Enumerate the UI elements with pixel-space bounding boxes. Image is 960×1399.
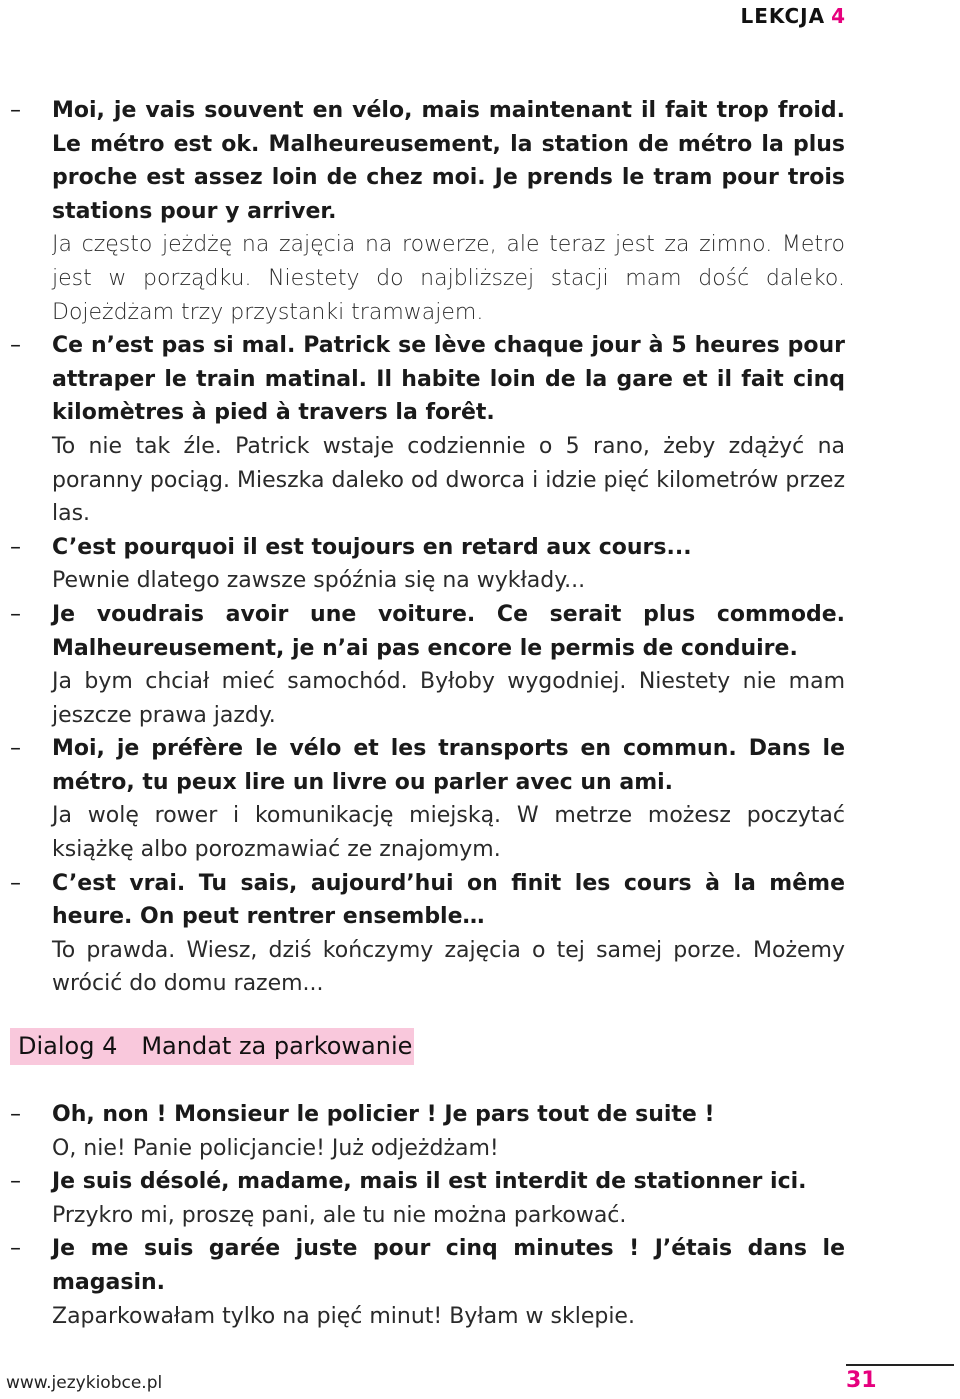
french-line: Oh, non ! Monsieur le policier ! Je pars tout de suite ! <box>52 1102 715 1127</box>
polish-translation: To nie tak źle. Patrick wstaje codziennie o 5 rano, żeby zdążyć na poranny pociąg. Mieszka daleko od dworca i idzie pięć kilometrów przez las. <box>52 433 845 527</box>
dialog-line <box>0 1098 960 1165</box>
french-line: C’est pourquoi il est toujours en retard aux cours... <box>52 534 692 560</box>
french-line: Moi, je vais souvent en vélo, mais maintenant il fait trop froid. Le métro est ok. Malheureusement, la station de métro la plus proche est assez loin de chez moi. Je prends le tram pour trois stations pour y arriver. <box>52 98 845 224</box>
dialog-line <box>0 598 960 732</box>
dialog-line <box>0 94 960 329</box>
page-number: 31 <box>846 1368 877 1393</box>
polish-translation: O, nie! Panie policjancie! Już odjeżdżam! <box>52 1135 499 1161</box>
dialog-line <box>0 732 960 866</box>
dash-marker: – <box>10 1169 21 1195</box>
french-line: Moi, je préfère le vélo et les transports en commun. Dans le métro, tu peux lire un livre ou parler avec un ami. <box>52 736 845 795</box>
polish-translation: Ja bym chciał mieć samochód. Byłoby wygodniej. Niestety nie mam jeszcze prawa jazdy. <box>52 669 845 728</box>
french-line: Ce n’est pas si mal. Patrick se lève chaque jour à 5 heures pour attraper le train matinal. Il habite loin de la gare et il fait cinq kilomètres à pied à travers la forêt. <box>52 333 845 426</box>
dialog-line <box>0 531 960 598</box>
footer-divider <box>846 1364 954 1366</box>
dialog-line <box>0 1232 960 1333</box>
polish-translation: Przykro mi, proszę pani, ale tu nie można parkować. <box>52 1202 627 1228</box>
dash-marker: – <box>10 1102 21 1127</box>
dash-marker: – <box>10 736 21 762</box>
dialog-title-text: Mandat za parkowanie <box>141 1032 413 1060</box>
lesson-header <box>740 4 846 28</box>
dash-marker: – <box>10 333 21 359</box>
footer-url: www.jezykiobce.pl <box>6 1373 163 1393</box>
dialog-3-continued <box>0 94 960 1001</box>
dialog-line <box>0 867 960 1001</box>
polish-translation: Pewnie dlatego zawsze spóźnia się na wykłady... <box>52 568 586 594</box>
french-line: C’est vrai. Tu sais, aujourd’hui on finit les cours à la même heure. On peut rentrer ensemble… <box>52 870 845 930</box>
french-line: Je suis désolé, madame, mais il est interdit de stationner ici. <box>52 1169 807 1195</box>
polish-translation: Zaparkowałam tylko na pięć minut! Byłam w sklepie. <box>52 1303 635 1329</box>
dash-marker: – <box>10 1236 21 1262</box>
dialog-4-title <box>10 1028 414 1065</box>
french-line: Je me suis garée juste pour cinq minutes ! J’étais dans le magasin. <box>52 1236 845 1295</box>
french-line: Je voudrais avoir une voiture. Ce serait plus commode. Malheureusement, je n’ai pas encore le permis de conduire. <box>52 601 845 661</box>
dash-marker: – <box>10 98 21 123</box>
polish-translation: To prawda. Wiesz, dziś kończymy zajęcia o tej samej porze. Możemy wrócić do domu razem... <box>52 937 845 997</box>
dialog-number: Dialog 4 <box>18 1032 118 1060</box>
polish-translation: Ja wolę rower i komunikację miejską. W metrze możesz poczytać książkę albo porozmawiać ze znajomym. <box>52 803 845 863</box>
dialog-line <box>0 1165 960 1232</box>
lesson-number: 4 <box>831 4 846 28</box>
dialog-line <box>0 329 960 531</box>
dialog-4 <box>0 1098 960 1333</box>
polish-translation: Ja często jeżdżę na zajęcia na rowerze, ale teraz jest za zimno. Metro jest w porządku. Niestety do najbliższej stacji mam dość daleko. Dojeżdżam trzy przystanki tramwajem. <box>52 232 845 325</box>
dash-marker: – <box>10 870 21 896</box>
dash-marker: – <box>10 534 21 560</box>
lesson-label: LEKCJA <box>740 4 826 28</box>
dash-marker: – <box>10 601 21 627</box>
